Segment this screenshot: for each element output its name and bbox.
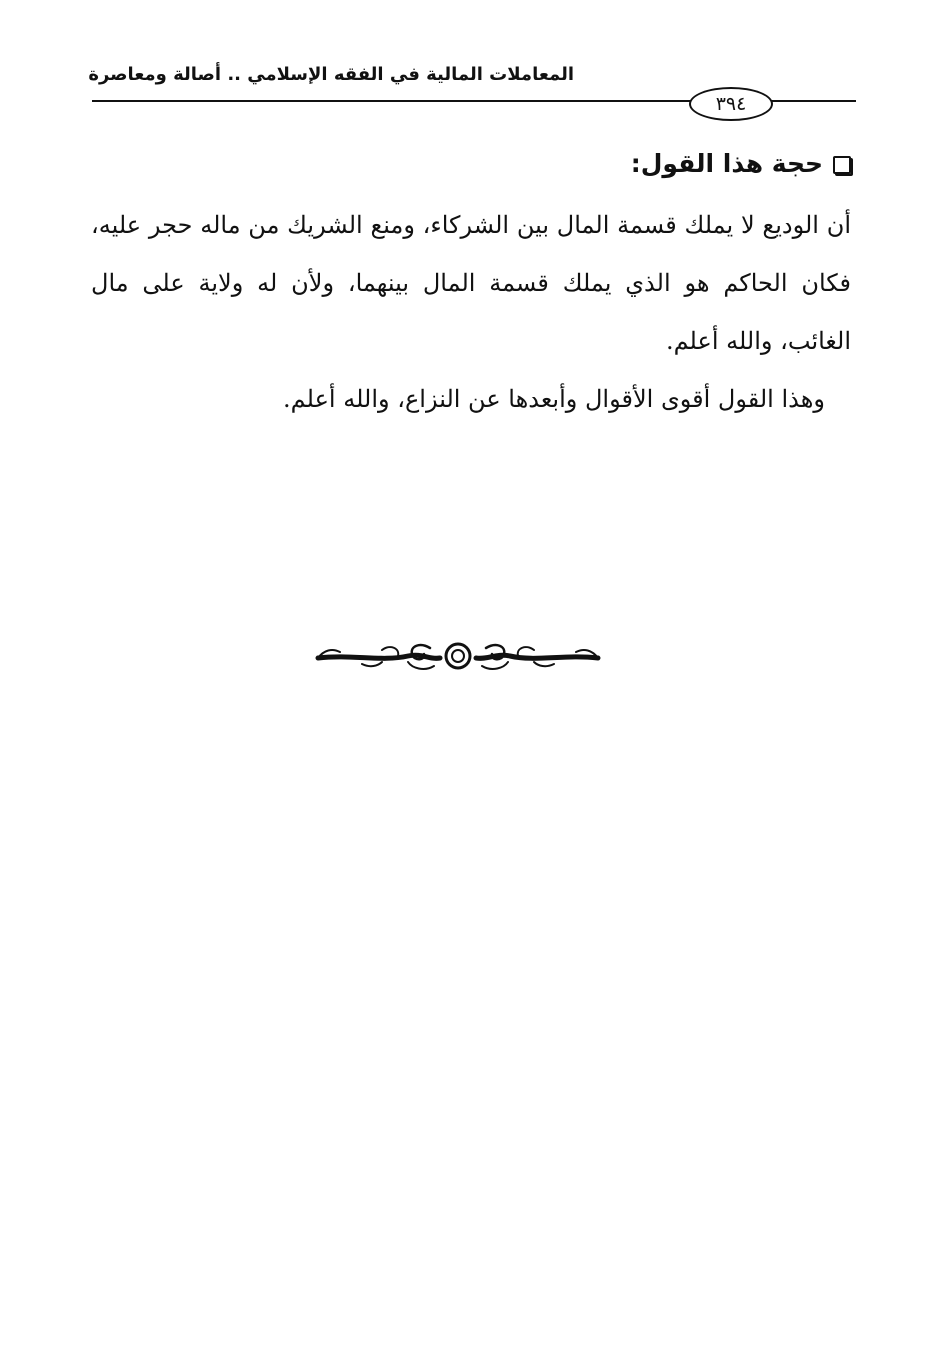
body-paragraph-2: وهذا القول أقوى الأقوال وأبعدها عن النزاع، والله أعلم.: [283, 385, 825, 413]
section-heading-text: حجة هذا القول:: [630, 149, 823, 178]
decorative-divider-icon: [312, 636, 604, 676]
square-bullet-icon: [833, 156, 851, 174]
section-heading: [431, 142, 851, 186]
page-number: ٣٩٤: [689, 87, 773, 121]
body-paragraph-1: أن الوديع لا يملك قسمة المال بين الشركاء، ومنع الشريك من ماله حجر عليه، فكان الحاكم هو الذي يملك قسمة المال بينهما، ولأن له ولاية على مال الغائب، والله أعلم.: [91, 211, 851, 355]
running-header-title: المعاملات المالية في الفقه الإسلامي .. أصالة ومعاصرة: [88, 64, 574, 85]
